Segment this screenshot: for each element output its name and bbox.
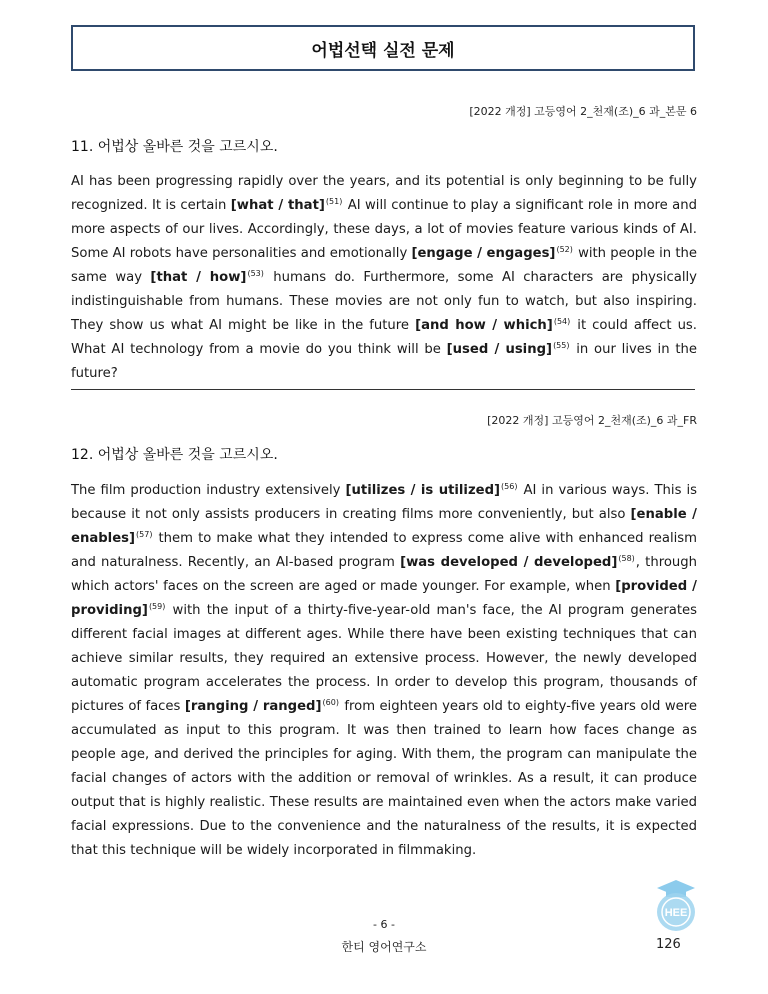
page-number: - 6 - <box>373 918 395 931</box>
q12-heading: 12. 어법상 올바른 것을 고르시오. <box>71 447 278 463</box>
passage-text: AI in various ways. This is because it not only assists producers in creating films more conveniently, but also <box>71 483 697 522</box>
passage-text: AI will continue to play a significant role in more and more aspects of our lives. Accordingly, these days, a lot of movies feature various kinds of AI. Some AI robots have personalities and emotionally <box>71 198 697 261</box>
passage-text: from eighteen years old to eighty-five years old were accumulated as input to this program. It was then trained to learn how faces change as people age, and derived the principles for aging. With them, the program can manipulate the facial changes of actors with the addition or removal of wrinkles. As a result, it can produce output that is highly realistic. These results are maintained even when the actors make varied facial expressions. Due to the convenience and the naturalness of the results, it is expected that this technique will be widely incorporated in filmmaking. <box>71 699 697 858</box>
q12-source: [2022 개정] 고등영어 2_천재(조)_6 과_FR <box>487 414 697 427</box>
publisher-name: 한티 영어연구소 <box>341 940 427 954</box>
question-number: (54) <box>553 317 571 326</box>
logo-text: HEE <box>664 907 688 919</box>
question-number: (59) <box>148 602 166 611</box>
answer-choice: [provided / providing] <box>71 579 697 618</box>
passage-text: them to make what they intended to express come alive with enhanced realism and naturalness. Recently, an AI-based program <box>71 531 697 570</box>
question-number: (55) <box>553 341 570 350</box>
q11-source: [2022 개정] 고등영어 2_천재(조)_6 과_본문 6 <box>469 105 697 118</box>
passage-text: it could affect us. What AI technology from a movie do you think will be <box>71 318 697 357</box>
answer-choice: [was developed / developed] <box>400 555 618 570</box>
q11-heading: 11. 어법상 올바른 것을 고르시오. <box>71 139 278 155</box>
question-number: (57) <box>136 530 153 539</box>
question-number: (53) <box>247 269 264 278</box>
section-divider <box>71 389 695 390</box>
q11-passage <box>71 170 697 386</box>
answer-choice: [used / using] <box>446 342 553 357</box>
question-number: (56) <box>501 482 518 491</box>
passage-text: with the input of a thirty-five-year-old man's face, the AI program generates different facial images at different ages. While there have been existing techniques that can achieve similar results, they required an extensive process. However, the newly developed automatic program accelerates the process. In order to develop this program, thousands of pictures of faces <box>71 603 697 714</box>
question-number: (51) <box>325 197 343 206</box>
question-number: (58) <box>618 554 635 563</box>
passage-text: AI has been progressing rapidly over the years, and its potential is only beginning to be fully recognized. It is certain <box>71 174 697 213</box>
answer-choice: [engage / engages] <box>411 246 556 261</box>
passage-text: The film production industry extensively <box>71 483 346 498</box>
q12-passage <box>71 479 697 863</box>
passage-text: in our lives in the future? <box>71 342 697 381</box>
passage-text: , through which actors' faces on the screen are aged or made younger. For example, when <box>71 555 697 594</box>
answer-choice: [utilizes / is utilized] <box>345 483 501 498</box>
passage-text: humans do. Furthermore, some AI characters are physically indistinguishable from humans. These movies are not only fun to watch, but also inspiring. They show us what AI might be like in the future <box>71 270 697 333</box>
passage-text: with people in the same way <box>71 246 697 285</box>
hee-logo <box>651 878 701 934</box>
question-number: (52) <box>556 245 573 254</box>
answer-choice: [ranging / ranged] <box>184 699 322 714</box>
page-title-box <box>71 25 695 71</box>
answer-choice: [what / that] <box>230 198 325 213</box>
answer-choice: [that / how] <box>150 270 247 285</box>
question-number: (60) <box>322 698 339 707</box>
answer-choice: [and how / which] <box>415 318 553 333</box>
answer-choice: [enable / enables] <box>71 507 697 546</box>
page-title: 어법선택 실전 문제 <box>311 40 455 61</box>
page-count: 126 <box>656 937 681 952</box>
